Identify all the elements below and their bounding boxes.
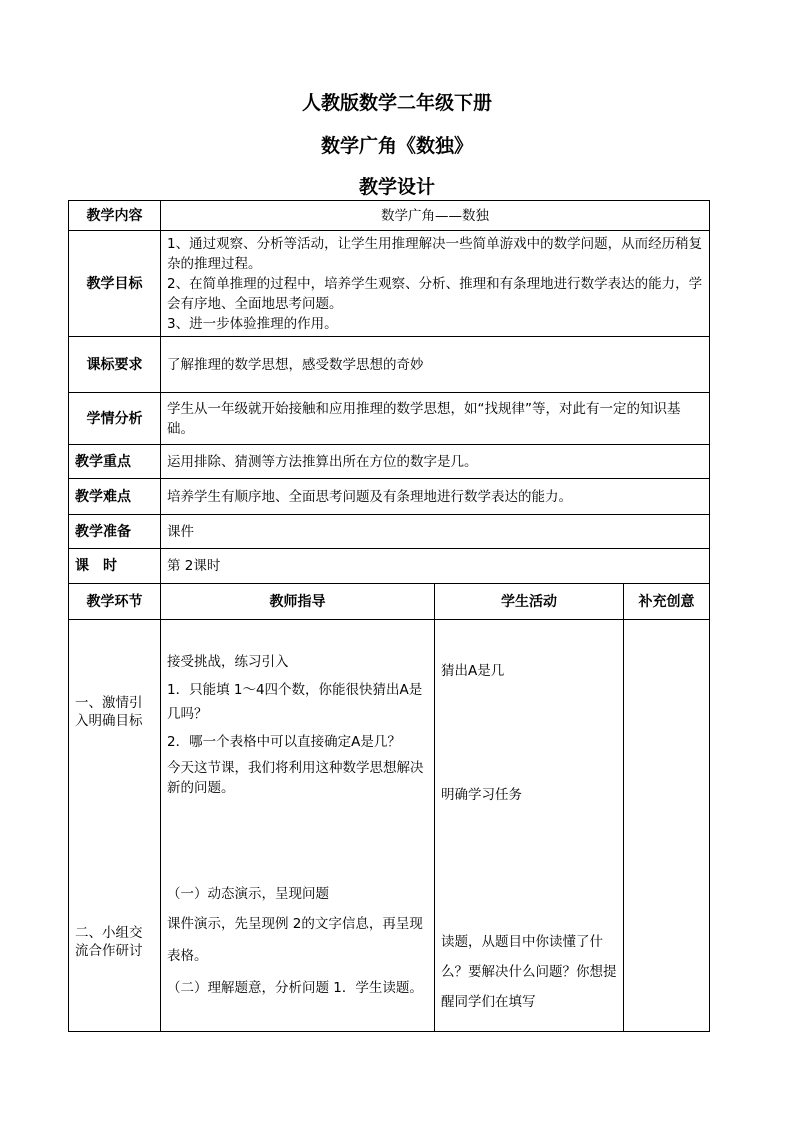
row-difficulty xyxy=(69,479,710,515)
teacher-line: （二）理解题意，分析问题 1．学生读题。 xyxy=(167,979,423,996)
value-standard: 了解推理的数学思想，感受数学思想的奇妙 xyxy=(161,337,710,393)
row-standard xyxy=(69,337,710,393)
label-period: 课 时 xyxy=(69,549,161,584)
objective-item: 1、通过观察、分析等活动，让学生用推理解决一些简单游戏中的数学问题，从而经历稍复杂的推理过程。 xyxy=(167,235,703,272)
stage-1-name: 一、激情引入明确目标 xyxy=(75,694,143,729)
label-preparation: 教学准备 xyxy=(69,515,161,549)
document-title: 人教版数学二年级下册 xyxy=(301,92,492,114)
row-key-point xyxy=(69,445,710,479)
value-content: 数学广角——数独 xyxy=(161,201,710,231)
document-subtitle: 数学广角《数独》 xyxy=(320,135,473,157)
label-analysis: 学情分析 xyxy=(69,393,161,445)
header-stage: 教学环节 xyxy=(69,584,161,620)
lesson-plan-table xyxy=(68,200,710,1032)
teacher-line: 今天这节课，我们将利用这种数学思想解决新的问题。 xyxy=(167,759,424,796)
value-preparation: 课件 xyxy=(161,515,710,549)
teacher-line: 1．只能填 1～4四个数，你能很快猜出A是几吗？ xyxy=(167,681,423,722)
teacher-line: 接受挑战，练习引入 xyxy=(167,653,289,670)
header-teacher: 教师指导 xyxy=(161,584,435,620)
label-difficulty: 教学难点 xyxy=(69,479,161,515)
header-student: 学生活动 xyxy=(435,584,624,620)
objective-item: 3、进一步体验推理的作用。 xyxy=(167,315,338,332)
teacher-line: 课件演示，先呈现例 2的文字信息，再呈现表格。 xyxy=(167,915,423,964)
row-analysis xyxy=(69,393,710,445)
value-period: 第 2课时 xyxy=(161,549,710,584)
stage-2-name: 二、小组交流合作研讨 xyxy=(75,924,143,959)
value-key-point: 运用排除、猜测等方法推算出所在方位的数字是几。 xyxy=(161,445,710,479)
value-analysis: 学生从一年级就开始接触和应用推理的数学思想，如“找规律”等，对此有一定的知识基础。 xyxy=(161,393,710,445)
row-period xyxy=(69,549,710,584)
stage-1-teacher xyxy=(167,650,428,880)
student-activity: 猜出A是几 xyxy=(441,662,505,679)
label-key-point: 教学重点 xyxy=(69,445,161,479)
row-objectives xyxy=(69,231,710,337)
extra-column xyxy=(624,620,710,1032)
student-activity: 明确学习任务 xyxy=(441,786,522,803)
process-header-row xyxy=(69,584,710,620)
stage-2-teacher xyxy=(167,880,428,1004)
value-objectives xyxy=(161,231,710,337)
teacher-line: （一）动态演示，呈现问题 xyxy=(167,885,329,902)
objective-item: 2、在简单推理的过程中，培养学生观察、分析、推理和有条理地进行数学表达的能力，学会有序地、全面地思考问题。 xyxy=(167,275,703,312)
label-objectives: 教学目标 xyxy=(69,231,161,337)
header-extra: 补充创意 xyxy=(624,584,710,620)
student-column xyxy=(435,620,624,1032)
process-body-row xyxy=(69,620,710,1032)
row-preparation xyxy=(69,515,710,549)
value-difficulty: 培养学生有顺序地、全面思考问题及有条理地进行数学表达的能力。 xyxy=(161,479,710,515)
document-heading: 教学设计 xyxy=(358,176,435,198)
teacher-line: 2．哪一个表格中可以直接确定A是几？ xyxy=(167,733,401,750)
label-content: 教学内容 xyxy=(69,201,161,231)
row-content xyxy=(69,201,710,231)
stage-column xyxy=(69,620,161,1032)
label-standard: 课标要求 xyxy=(69,337,161,393)
teacher-column xyxy=(161,620,435,1032)
student-activity: 读题，从题目中你读懂了什么？要解决什么问题？你想提醒同学们在填写 xyxy=(441,933,617,1010)
